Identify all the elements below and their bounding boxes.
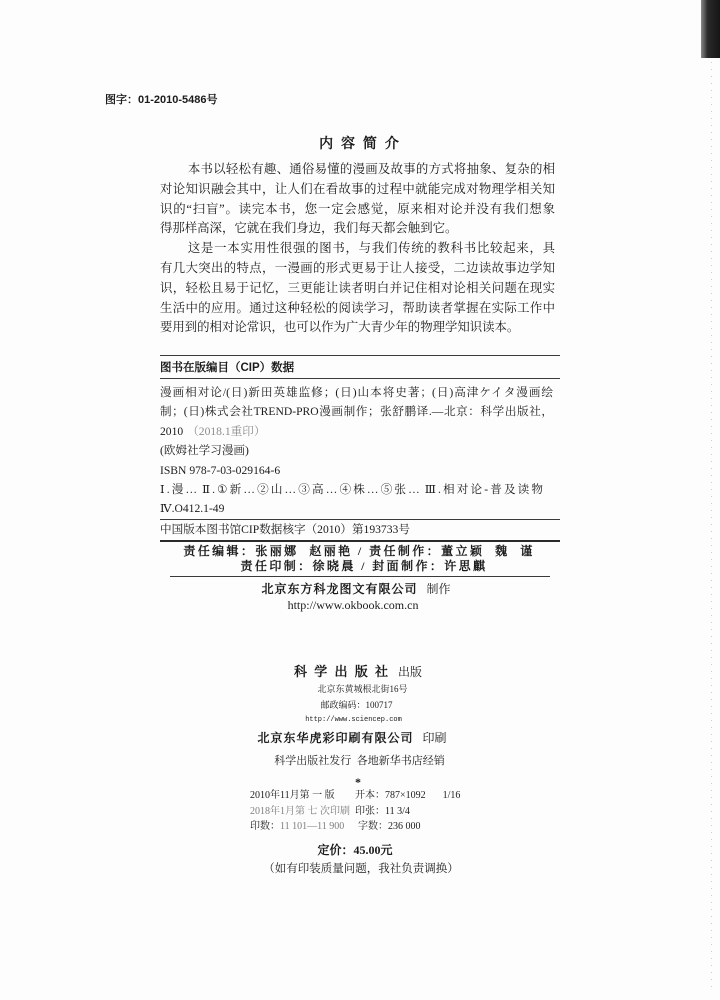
publisher-line	[0, 664, 716, 680]
studio-role: 制作	[426, 582, 451, 596]
summary-line: 生活中的应用。通过这种轻松的阅读学习，帮助读者掌握在实际工作中	[160, 300, 555, 315]
publisher-address: 北京东黄城根北街16号	[317, 684, 408, 694]
credits-printing-cover: 责任印制：徐晓晨 / 封面制作：许思麒	[240, 559, 488, 573]
edition-printing	[250, 805, 350, 819]
publisher-name: 科 学 出 版 社	[293, 664, 390, 679]
edition-format: 开本：787×1092 1/16	[355, 790, 461, 801]
publisher-url: http://www.sciencep.com	[305, 716, 402, 724]
summary-line: 有几大突出的特点，一漫画的形式更易于让人接受，二边读故事边学知	[160, 260, 555, 275]
studio-line	[0, 582, 712, 596]
summary-line: 识的“扫盲”。读完本书，您一定会感觉，原来相对论并没有我们想象	[160, 201, 555, 216]
copyright-permit-number: 图字：01-2010-5486号	[105, 94, 218, 106]
edition-printing-text: 2018年1月第 七 次印刷	[250, 806, 350, 817]
summary-line: 本书以轻松有趣、通俗易懂的漫画及故事的方式将抽象、复杂的相	[187, 162, 555, 176]
divider	[160, 519, 560, 520]
print-run-value: 11 101—11 900	[280, 821, 345, 832]
cip-series: (欧姆社学习漫画)	[160, 444, 249, 458]
cip-isbn: ISBN 978-7-03-029164-6	[160, 463, 281, 477]
summary-line: 要用到的相对论常识，也可以作为广大青少年的物理学知识读本。	[160, 320, 520, 335]
scan-edge-shadow	[701, 0, 720, 58]
divider	[160, 378, 560, 379]
cip-year: 2010	[160, 424, 184, 438]
cip-classification: Ⅳ.O412.1-49	[160, 502, 225, 516]
edition-first: 2010年11月第 一 版	[250, 790, 335, 801]
edition-word-count: 字数：236 000	[358, 821, 421, 832]
divider	[160, 540, 560, 542]
distribution-line: 科学出版社发行 各地新华书店经销	[274, 755, 445, 767]
scan-edge-dots	[711, 62, 712, 992]
summary-line: 识，轻松且易于记忆，三更能让读者明白并记住相对论相关问题在现实	[160, 280, 555, 295]
studio-url: http://www.okbook.com.cn	[287, 598, 419, 612]
studio-name: 北京东方科龙图文有限公司	[261, 582, 418, 596]
cip-record	[160, 383, 553, 519]
summary-line: 得那样高深，它就在我们身边，我们每天都会触到它。	[160, 221, 458, 236]
cip-year-line	[160, 422, 553, 441]
credits-editors: 责任编辑：张丽娜 赵丽艳 / 责任制作：董立颖 魏 谨	[183, 544, 535, 558]
quality-notice: （如有印装质量问题，我社负责调换）	[263, 863, 459, 875]
publisher-role: 出版	[398, 665, 423, 679]
edition-print-run	[250, 820, 344, 834]
edition-sheets: 印张：11 3/4	[355, 806, 410, 817]
cip-title-line: 制；(日)株式会社TREND-PRO漫画制作；张舒鹏译.—北京：科学出版社，	[160, 405, 553, 419]
price: 定价：45.00元	[317, 843, 393, 857]
print-run-label: 印数：	[250, 821, 280, 832]
summary-title: 内 容 简 介	[319, 135, 401, 151]
separator-asterisk: *	[355, 775, 361, 789]
divider	[170, 576, 550, 577]
cip-heading: 图书在版编目（CIP）数据	[160, 362, 295, 374]
printer-role: 印刷	[422, 731, 447, 745]
cip-record-number: 中国版本图书馆CIP数据核字（2010）第193733号	[160, 523, 410, 536]
printer-name: 北京东华虎彩印刷有限公司	[257, 731, 414, 745]
summary-line: 对论知识融会其中，让人们在看故事的过程中就能完成对物理学相关知	[160, 181, 555, 196]
publisher-postcode: 邮政编码：100717	[320, 700, 393, 710]
cip-title-line: 漫画相对论/(日)新田英雄监修；(日)山本将史著；(日)高津ケイタ漫画绘	[160, 386, 553, 399]
cip-reprint: （2018.1重印）	[187, 424, 266, 438]
divider	[160, 355, 560, 356]
summary-line: 这是一本实用性很强的图书，与我们传统的教科书比较起来，具	[187, 241, 555, 256]
cip-subject-index: Ⅰ.漫… Ⅱ.①新…②山…③高…④株…⑤张… Ⅲ.相对论-普及读物	[160, 483, 543, 497]
summary-body	[160, 160, 555, 338]
printer-line	[0, 730, 704, 746]
